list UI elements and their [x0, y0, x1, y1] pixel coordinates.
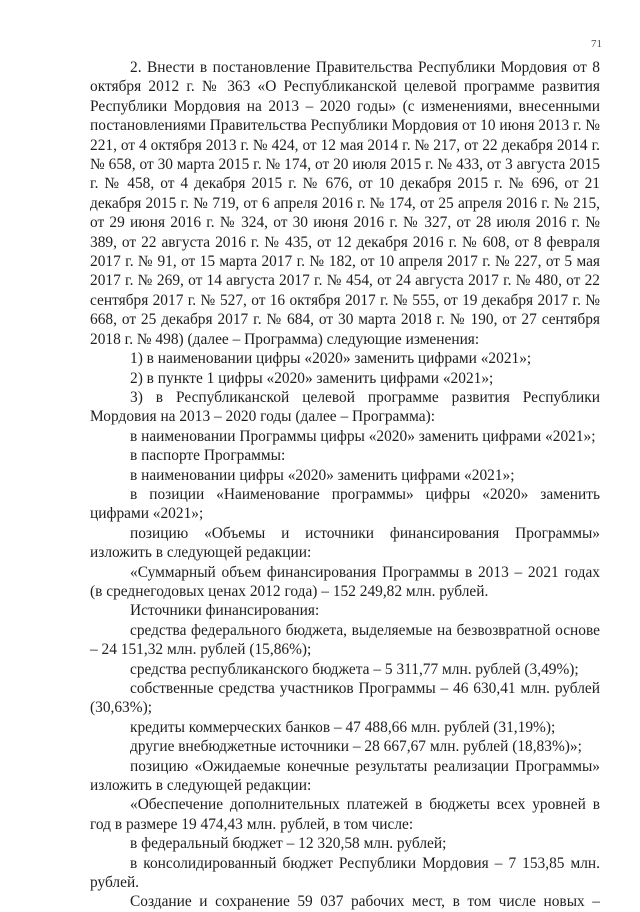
paragraph-payments: «Обеспечение дополнительных платежей в бюджеты всех уровней в год в размере 19 474,43 млн. рублей, в том числе:	[90, 796, 600, 833]
paragraph-federal-payments: в федеральный бюджет – 12 320,58 млн. рублей;	[130, 835, 447, 853]
paragraph-bank-credits: кредиты коммерческих банков – 47 488,66 млн. рублей (31,19%);	[130, 718, 556, 736]
paragraph-federal-budget: средства федерального бюджета, выделяемые на безвозвратной основе – 24 151,32 млн. рублей (15,86%);	[90, 621, 600, 659]
paragraph-consolidated-payments: в консолидированный бюджет Республики Мордовия – 7 153,85 млн. рублей.	[90, 854, 600, 892]
page-number: 71	[591, 38, 602, 50]
paragraph-own-funds: собственные средства участников Программы – 46 630,41 млн. рублей (30,63%);	[90, 680, 600, 717]
paragraph-item-2: 2) в пункте 1 цифры «2020» заменить цифрами «2021»;	[130, 369, 494, 387]
paragraph-item-1: 1) в наименовании цифры «2020» заменить цифрами «2021»;	[130, 350, 532, 368]
paragraph-passport: в паспорте Программы:	[130, 447, 286, 465]
paragraph-jobs: Создание и сохранение 59 037 рабочих мест, в том числе новых –	[130, 893, 600, 911]
paragraph-item-3: 3) в Республиканской целевой программе развития Республики Мордовия на 2013 – 2020 годы (далее – Программа):	[90, 388, 600, 426]
paragraph-position-funding: позицию «Объемы и источники финансирования Программы» изложить в следующей редакции:	[90, 524, 600, 562]
paragraph-intro: 2. Внести в постановление Правительства Республики Мордовия от 8 октября 2012 г. № 363 «О Республиканской целевой программе развития Республики Мордовия на 2013 – 2020 годы» (с изменениями, внесенными постановлениями Правительства Республики Мордовия от 10 июня 2013 г. № 221, от 4 октября 2013 г. № 424, от 12 мая 2014 г. № 217, от 22 декабря 2014 г. № 658, от 30 марта 2015 г. № 174, от 20 июля 2015 г. № 433, от 3 августа 2015 г. № 458, от 4 декабря 2015 г. № 676, от 10 декабря 2015 г. № 696, от 21 декабря 2015 г. № 719, от 6 апреля 2016 г. № 174, от 25 апреля 2016 г. № 215, от 29 июня 2016 г. № 324, от 30 июня 2016 г. № 327, от 28 июля 2016 г. № 389, от 22 августа 2016 г. № 435, от 12 декабря 2016 г. № 608, от 8 февраля 2017 г. № 91, от 15 марта 2017 г. № 182, от 10 апреля 2017 г. № 227, от 5 мая 2017 г. № 269, от 14 августа 2017 г. № 454, от 24 августа 2017 г. № 480, от 22 сентября 2017 г. № 527, от 16 октября 2017 г. № 555, от 19 декабря 2017 г. № 668, от 25 декабря 2017 г. № 684, от 30 марта 2018 г. № 190, от 27 сентября 2018 г. № 498) (далее – Программа) следующие изменения:	[90, 59, 600, 348]
paragraph-position-name: в позиции «Наименование программы» цифры «2020» заменить цифрами «2021»;	[90, 485, 600, 523]
document-body	[90, 58, 600, 912]
paragraph-sources-heading: Источники финансирования:	[130, 602, 320, 620]
paragraph-other-sources: другие внебюджетные источники – 28 667,67 млн. рублей (18,83%)»;	[130, 738, 582, 756]
paragraph-position-results: позицию «Ожидаемые конечные результаты реализации Программы» изложить в следующей редакции:	[90, 757, 600, 795]
paragraph-passport-name: в наименовании цифры «2020» заменить цифрами «2021»;	[130, 466, 515, 484]
paragraph-program-name: в наименовании Программы цифры «2020» заменить цифрами «2021»;	[130, 427, 596, 445]
paragraph-total-funding: «Суммарный объем финансирования Программы в 2013 – 2021 годах (в среднегодовых ценах 2012 года) – 152 249,82 млн. рублей.	[90, 563, 600, 600]
paragraph-republic-budget: средства республиканского бюджета – 5 311,77 млн. рублей (3,49%);	[130, 660, 579, 678]
